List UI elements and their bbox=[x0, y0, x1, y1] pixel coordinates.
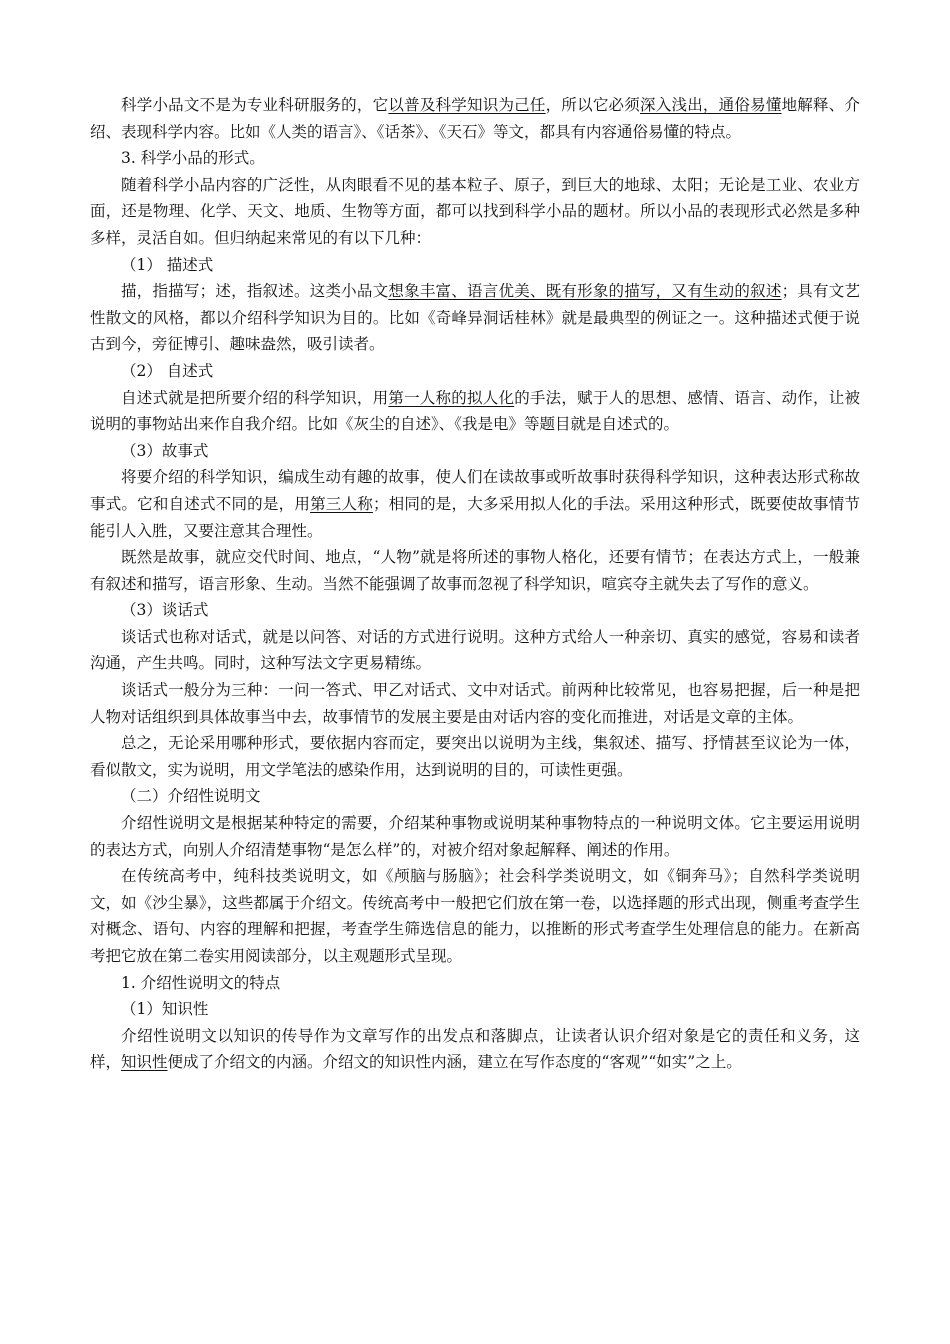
text-run: 谈话式一般分为三种：一问一答式、甲乙对话式、文中对话式。前两种比较常见，也容易把握，后一种是把人物对话组织到具体故事当中去，故事情节的发展主要是由对话内容的变化而推进，对话是文章的主体。 bbox=[90, 681, 860, 726]
paragraph bbox=[90, 385, 860, 438]
underlined-text: 第一人称的拟人化 bbox=[388, 388, 515, 407]
text-run: （2） 自述式 bbox=[121, 361, 214, 380]
underlined-text: 以普及科学知识为己任 bbox=[388, 96, 546, 114]
paragraph bbox=[90, 172, 860, 252]
text-run: 将要介绍的科学知识，编成生动有趣的故事，使人们在读故事或听故事时获得科学知识，这种表达形式称故事式。它和自述式不同的是，用 bbox=[90, 468, 860, 513]
text-run: 便成了介绍文的内涵。介绍文的知识性内涵，建立在写作态度的“客观”“如实”之上。 bbox=[167, 1053, 742, 1072]
paragraph bbox=[90, 1023, 860, 1076]
text-run: 描，指描写；述，指叙述。这类小品文 bbox=[121, 282, 389, 301]
text-run: 科学小品文不是为专业科研服务的，它 bbox=[121, 96, 389, 114]
section-heading bbox=[90, 438, 860, 465]
underlined-text: 深入浅出，通俗易懂 bbox=[640, 96, 782, 114]
section-heading bbox=[90, 970, 860, 997]
section-heading bbox=[90, 252, 860, 279]
paragraph bbox=[90, 863, 860, 969]
underlined-text: 知识性 bbox=[121, 1053, 168, 1072]
text-run: 介绍性说明文是根据某种特定的需要，介绍某种事物或说明某种事物特点的一种说明文体。它主要运用说明的表达方式，向别人介绍清楚事物“是怎么样”的，对被介绍对象起解释、阐述的作用。 bbox=[90, 814, 860, 859]
paragraph bbox=[90, 624, 860, 677]
text-run: （3）故事式 bbox=[121, 441, 209, 460]
text-run: 3. 科学小品的形式。 bbox=[121, 149, 265, 168]
underlined-text: 第三人称 bbox=[310, 494, 373, 513]
text-run: 地解释、介绍、表现科学内容。比如《人类的语言》、《话茶》、《天石》等文，都具有内容通俗易懂的特点。 bbox=[90, 96, 860, 141]
text-run: ，所以它必须 bbox=[545, 96, 641, 114]
text-run: 介绍性说明文以知识的传导作为文章写作的出发点和落脚点，让读者认识介绍对象是它的责任和义务，这样， bbox=[90, 1026, 860, 1072]
text-run: 自述式就是把所要介绍的科学知识，用 bbox=[121, 388, 389, 407]
underlined-text: 想象丰富、语言优美、既有形象的描写，又有生动的叙述 bbox=[388, 282, 782, 301]
section-heading bbox=[90, 597, 860, 624]
section-heading bbox=[90, 783, 860, 810]
paragraph bbox=[90, 278, 860, 358]
text-run: 既然是故事，就应交代时间、地点，“人物”就是将所述的事物人格化，还要有情节；在表达方式上，一般兼有叙述和描写，语言形象、生动。当然不能强调了故事而忽视了科学知识，喧宾夺主就失去了写作的意义。 bbox=[90, 548, 860, 593]
paragraph bbox=[90, 544, 860, 597]
section-heading bbox=[90, 996, 860, 1023]
text-run: 在传统高考中，纯科技类说明文，如《颅脑与肠脑》；社会科学类说明文，如《铜奔马》；自然科学类说明文，如《沙尘暴》，这些都属于介绍文。传统高考中一般把它们放在第一卷，以选择题的形式出现，侧重考查学生对概念、语句、内容的理解和把握，考查学生筛选信息的能力，以推断的形式考查学生处理信息的能力。在新高考把它放在第二卷实用阅读部分，以主观题形式呈现。 bbox=[90, 867, 860, 965]
text-run: ；具有文艺性散文的风格，都以介绍科学知识为目的。比如《奇峰异洞话桂林》就是最典型的例证之一。这种描述式便于说古到今，旁征博引、趣味盎然，吸引读者。 bbox=[90, 282, 860, 354]
paragraph bbox=[90, 730, 860, 783]
paragraph bbox=[90, 810, 860, 863]
section-heading bbox=[90, 358, 860, 385]
text-run: 谈话式也称对话式，就是以问答、对话的方式进行说明。这种方式给人一种亲切、真实的感觉，容易和读者沟通，产生共鸣。同时，这种写法文字更易精练。 bbox=[90, 627, 860, 673]
text-run: （二）介绍性说明文 bbox=[121, 787, 261, 806]
text-run: （1）知识性 bbox=[121, 1000, 209, 1019]
paragraph bbox=[90, 677, 860, 730]
text-run: 随着科学小品内容的广泛性，从肉眼看不见的基本粒子、原子，到巨大的地球、太阳；无论是工业、农业方面，还是物理、化学、天文、地质、生物等方面，都可以找到科学小品的题材。所以小品的表现形式必然是多种多样，灵活自如。但归纳起来常见的有以下几种： bbox=[90, 175, 860, 247]
text-run: 总之，无论采用哪种形式，要依据内容而定，要突出以说明为主线，集叙述、描写、抒情甚至议论为一体，看似散文，实为说明，用文学笔法的感染作用，达到说明的目的，可读性更强。 bbox=[90, 734, 860, 779]
text-run: （1） 描述式 bbox=[121, 255, 214, 274]
text-run: 的手法，赋于人的思想、感情、语言、动作，让被说明的事物站出来作自我介绍。比如《灰尘的自述》、《我是电》等题目就是自述式的。 bbox=[90, 388, 860, 434]
document-page bbox=[90, 92, 860, 1076]
section-heading bbox=[90, 145, 860, 172]
paragraph bbox=[90, 92, 860, 145]
text-run: 1. 介绍性说明文的特点 bbox=[121, 973, 281, 992]
paragraph bbox=[90, 464, 860, 544]
text-run: （3）谈话式 bbox=[121, 601, 209, 620]
text-run: ；相同的是，大多采用拟人化的手法。采用这种形式，既要使故事情节能引人入胜，又要注意其合理性。 bbox=[90, 494, 860, 540]
